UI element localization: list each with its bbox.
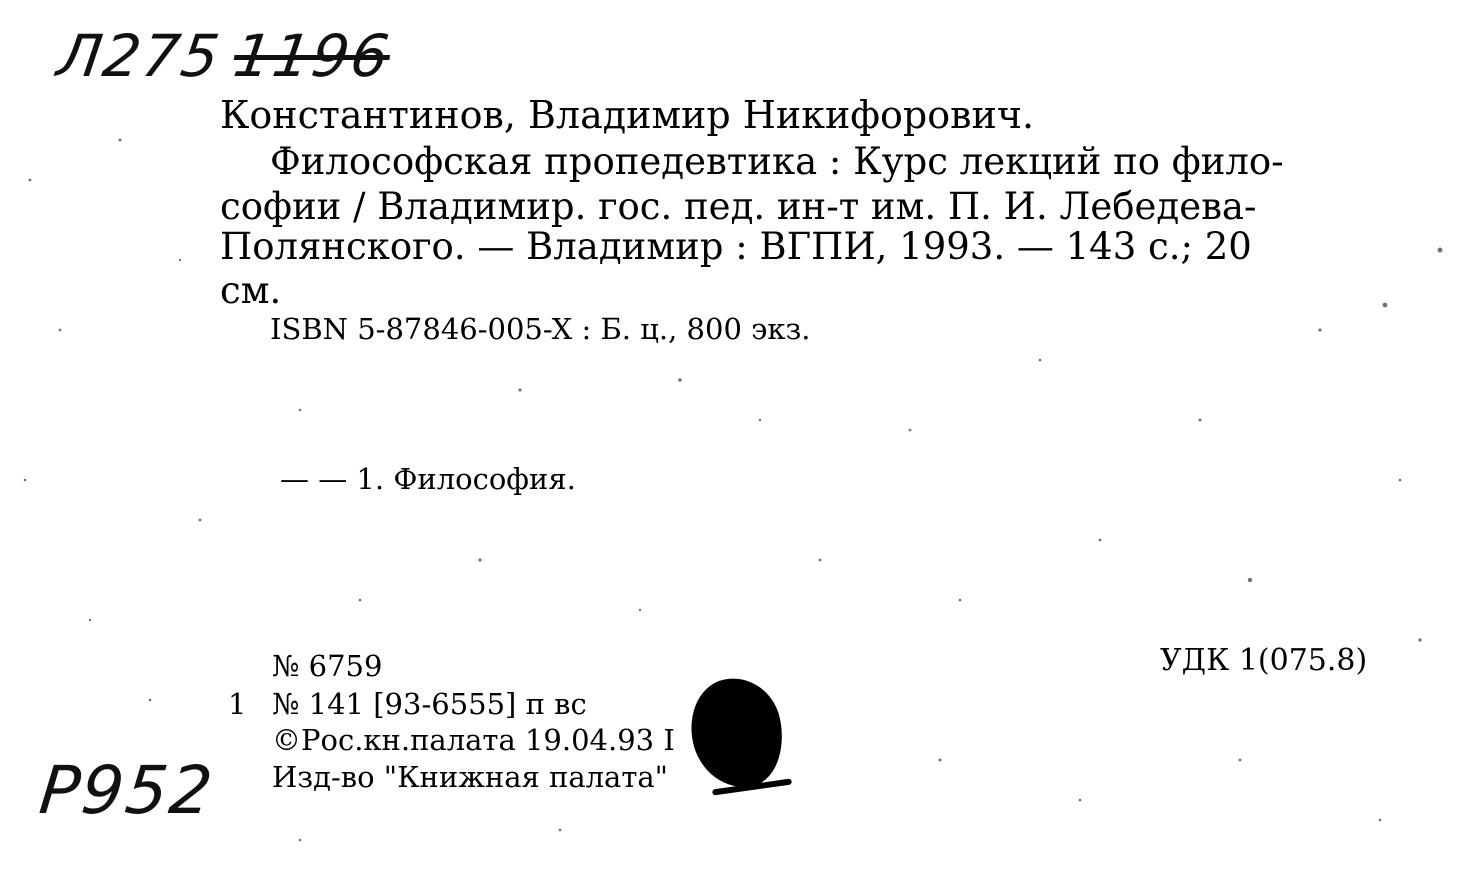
description-line-3: Полянского. — Владимир : ВГПИ, 1993. — 143 с.; 20 xyxy=(220,225,1252,268)
card-number: № 6759 xyxy=(272,649,383,683)
shelf-mark-text: Л275 xyxy=(53,22,226,90)
description-line-4: см. xyxy=(220,269,282,312)
entry-index: 1 xyxy=(228,687,247,721)
publisher-line: Изд-во "Книжная палата" xyxy=(272,760,669,794)
handwritten-inventory-mark: Р952 xyxy=(35,752,218,829)
handwritten-shelf-mark xyxy=(53,22,394,90)
isbn-line: ISBN 5-87846-005-X : Б. ц., 800 экз. xyxy=(270,312,811,346)
copyright-line: ©Рос.кн.палата 19.04.93 I xyxy=(272,723,675,757)
registration-number: № 141 [93-6555] п вс xyxy=(272,687,587,721)
description-line-2: софии / Владимир. гос. пед. ин-т им. П. И. Лебедева- xyxy=(220,185,1257,228)
udk-code: УДК 1(075.8) xyxy=(1160,643,1368,678)
subject-tracing: — — 1. Философия. xyxy=(280,462,576,496)
description-line-1: Философская пропедевтика : Курс лекций по фило- xyxy=(270,140,1284,183)
author-heading: Константинов, Владимир Никифорович. xyxy=(220,93,1035,137)
shelf-mark-struck-text: 1196 xyxy=(229,22,395,90)
